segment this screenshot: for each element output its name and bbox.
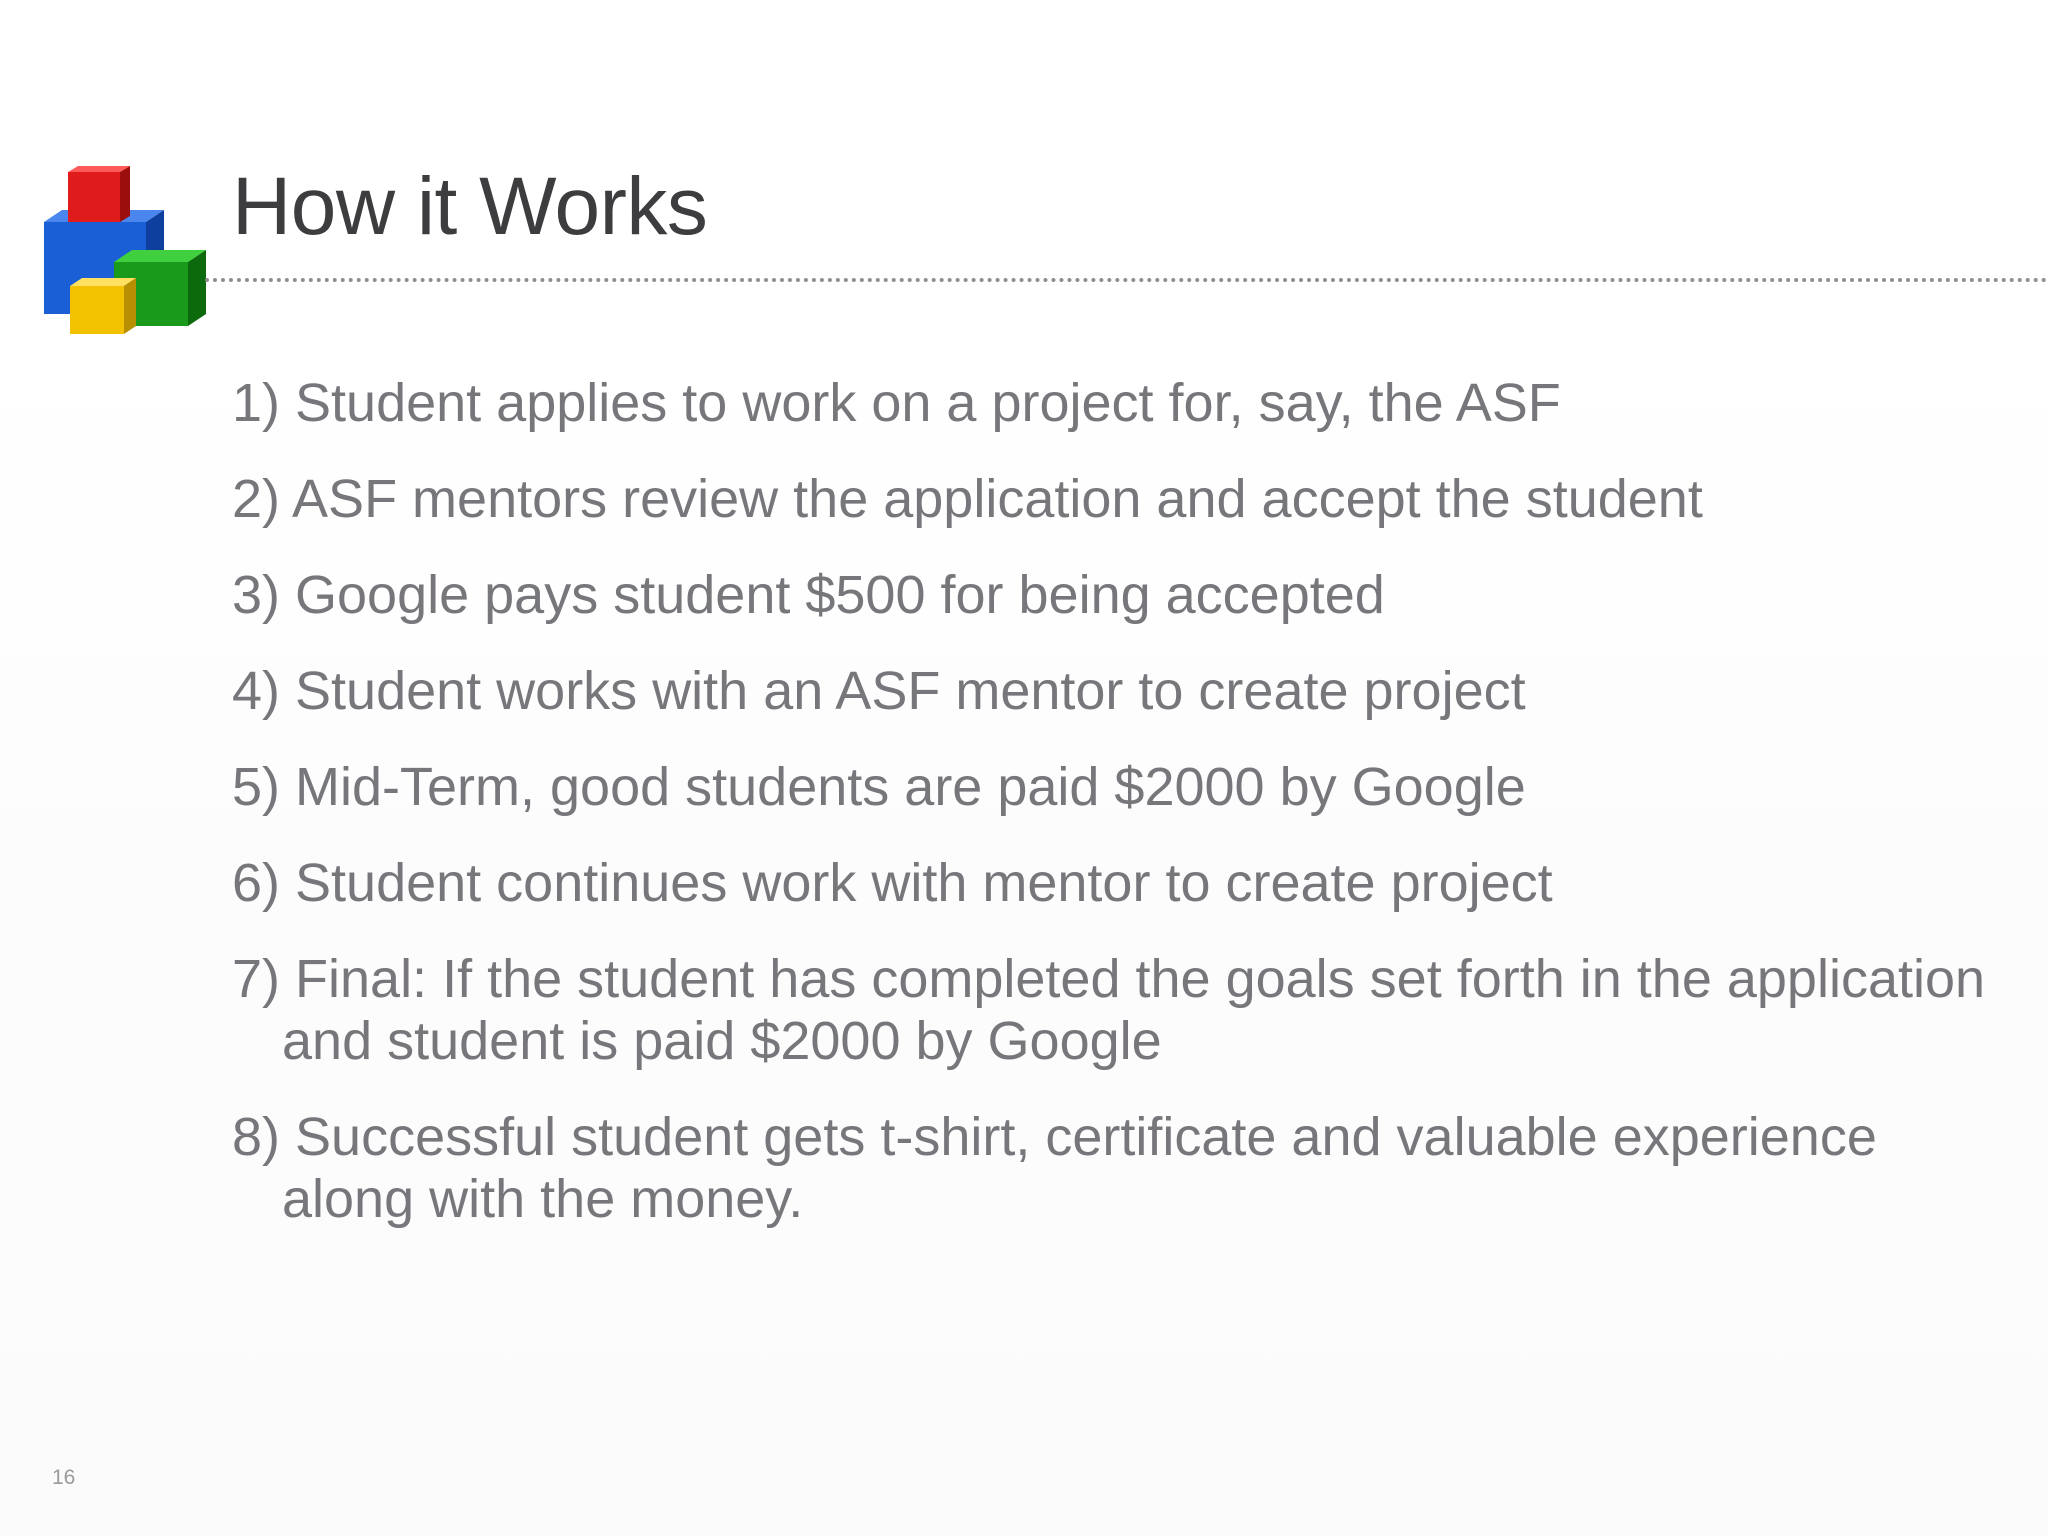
red-cube-front <box>68 172 120 222</box>
red-cube-top <box>68 166 130 172</box>
step-item-2: 2) ASF mentors review the application and accept the student <box>232 469 1703 529</box>
step-item-8: 8) Successful student gets t-shirt, certificate and valuable experience along with the money. <box>232 1107 1877 1229</box>
yellow-cube-front <box>70 286 124 334</box>
step-item-7: 7) Final: If the student has completed the goals set forth in the application and student is paid $2000 by Google <box>232 949 1986 1071</box>
page-number: 16 <box>52 1466 76 1489</box>
yellow-cube-side <box>124 278 136 334</box>
green-cube-side <box>188 250 206 326</box>
step-item-6: 6) Student continues work with mentor to create project <box>232 853 1553 913</box>
step-item-5: 5) Mid-Term, good students are paid $2000 by Google <box>232 757 1526 817</box>
steps-list <box>232 372 2012 1264</box>
title-divider <box>205 278 2048 282</box>
slide-title: How it Works <box>232 161 708 252</box>
step-item-3: 3) Google pays student $500 for being accepted <box>232 565 1385 625</box>
step-item-4: 4) Student works with an ASF mentor to create project <box>232 661 1526 721</box>
colored-cubes-logo-icon <box>38 160 208 340</box>
red-cube-side <box>120 166 130 222</box>
step-item-1: 1) Student applies to work on a project for, say, the ASF <box>232 373 1561 433</box>
